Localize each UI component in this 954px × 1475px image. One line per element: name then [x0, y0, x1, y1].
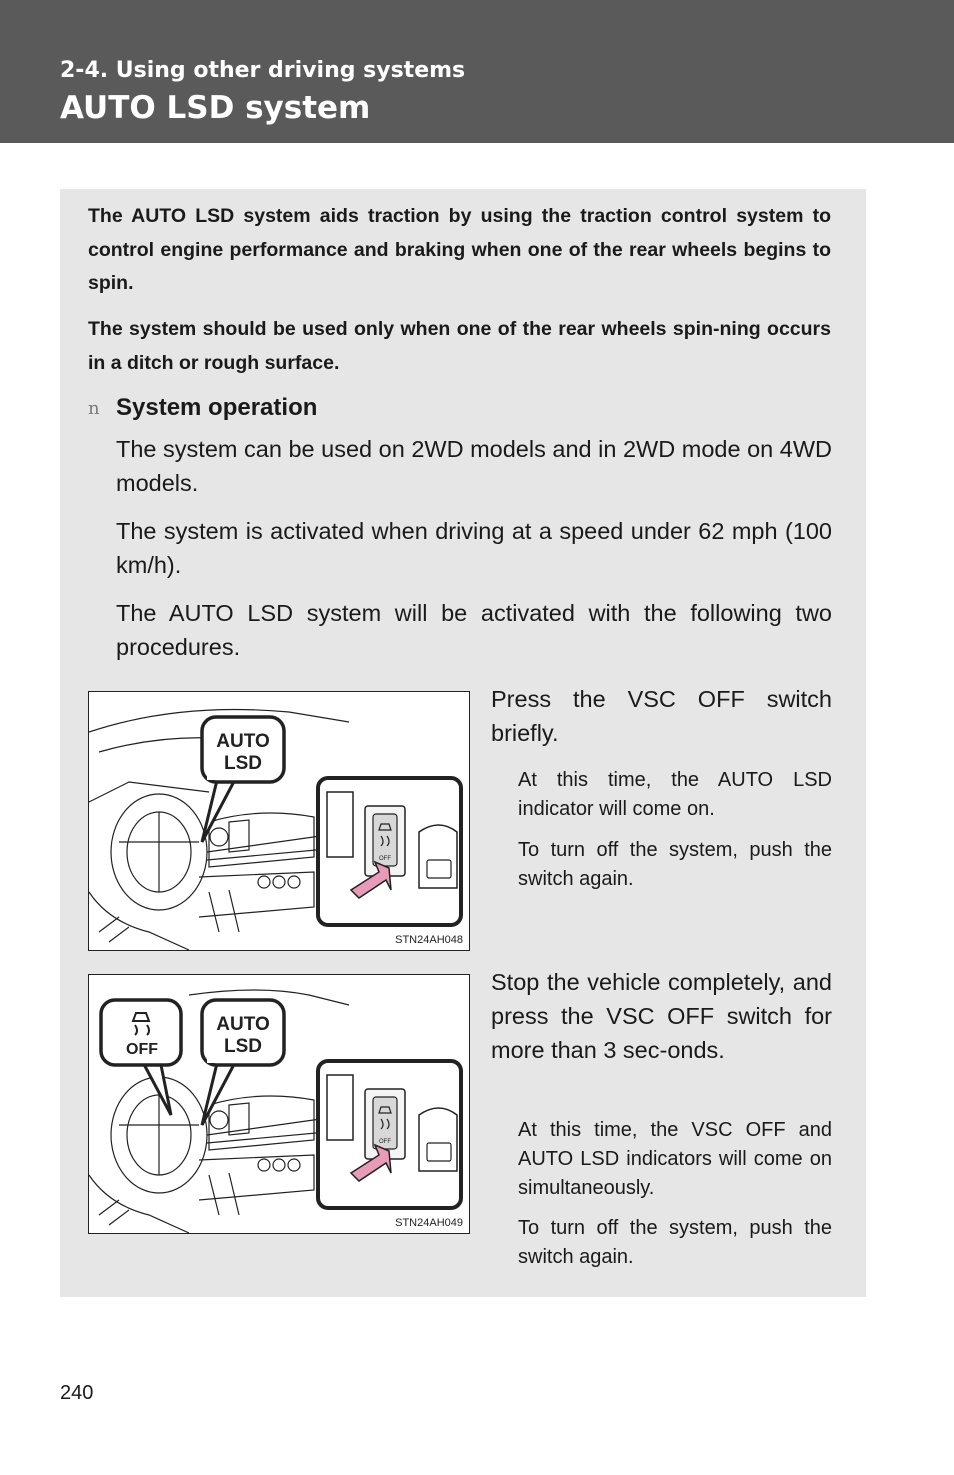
step-1-instruction: Press the VSC OFF switch briefly. — [491, 686, 832, 746]
vsc-off-callout-text: OFF — [126, 1041, 158, 1058]
bullet-marker: n — [88, 398, 100, 419]
step-1-note: At this time, the AUTO LSD indicator will come on. — [518, 769, 832, 820]
dashboard-illustration-1 — [88, 691, 470, 951]
auto-lsd-callout-line2: LSD — [224, 753, 262, 774]
body-paragraph: The system is activated when driving at a speed under 62 mph (100 km/h). — [116, 518, 832, 578]
subheading-system-operation: System operation — [116, 394, 318, 421]
page-number: 240 — [60, 1382, 94, 1404]
step-2-note: To turn off the system, push the switch again. — [518, 1217, 832, 1268]
auto-lsd-callout-line1: AUTO — [216, 1014, 270, 1035]
body-paragraph: The AUTO LSD system will be activated with the following two procedures. — [116, 600, 832, 660]
header-bar — [0, 0, 954, 143]
intro-paragraph-1: The AUTO LSD system aids traction by using the traction control system to control engine performance and braking when one of the rear wheels begins to spin. — [88, 205, 831, 294]
step-2-instruction: Stop the vehicle completely, and press the VSC OFF switch for more than 3 sec-onds. — [491, 969, 832, 1063]
page-title: AUTO LSD system — [60, 90, 371, 126]
switch-off-text: OFF — [379, 856, 391, 862]
dashboard-illustration-2 — [88, 974, 470, 1234]
auto-lsd-callout-line1: AUTO — [216, 731, 270, 752]
intro-paragraph-2: The system should be used only when one of the rear wheels spin-ning occurs in a ditch or rough surface. — [88, 318, 831, 374]
figure-code: STN24AH049 — [395, 1217, 463, 1229]
step-2-note: At this time, the VSC OFF and AUTO LSD indicators will come on simultaneously. — [518, 1119, 832, 1199]
dashboard-drawing — [89, 692, 469, 950]
section-label: 2-4. Using other driving systems — [60, 58, 466, 83]
auto-lsd-callout-line2: LSD — [224, 1036, 262, 1057]
body-paragraph: The system can be used on 2WD models and in 2WD mode on 4WD models. — [116, 436, 832, 496]
dashboard-drawing — [89, 975, 469, 1233]
switch-off-text: OFF — [379, 1139, 391, 1145]
step-1-note: To turn off the system, push the switch again. — [518, 839, 832, 890]
figure-code: STN24AH048 — [395, 934, 463, 946]
